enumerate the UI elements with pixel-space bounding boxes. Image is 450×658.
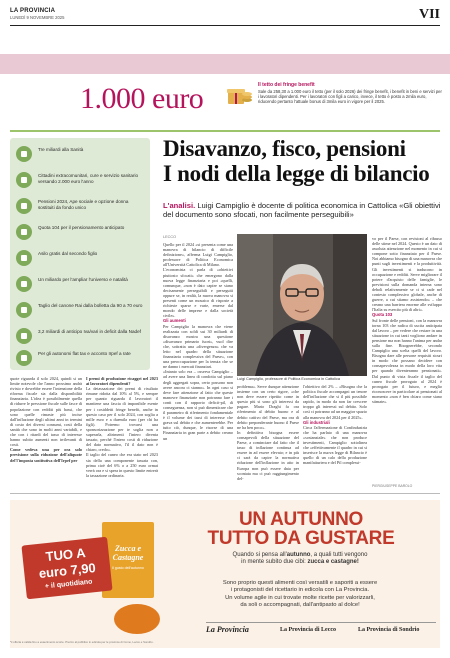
sidebar-item-asilo [16, 248, 146, 270]
family-icon [16, 276, 32, 292]
sidebar-item-text: 3,2 miliardi di anticipo Iva/vari in deficit dalla Nadef [38, 329, 141, 334]
portrait-photo [237, 234, 367, 376]
sidebar-item-text: Pensioni 2024, Ape sociale e opzione donna sostituiti da fondo unico [38, 199, 129, 210]
standfirst-text: Luigi Campiglio è docente di politica economica in Cattolica «Gli obiettivi del documento sono sfocati, non facilmente perseguibili» [163, 201, 441, 220]
book-title: Zucca e Castagne [112, 544, 144, 562]
pumpkin-icon [114, 604, 160, 634]
price-amount: euro 7,90 [38, 560, 97, 581]
paragraph: quote riguarda il solo 2024, quindi si un limite notevole che l'anno prossimo andrà rivisto e dovrebbe essere l'intenzione della riforma fiscale sia dalla disponibilità finanziaria. L'idea è possibilmente quella di ridurre le pressione fiscale sulle fasce di popolazione con redditi più bassi, che sono quelle rimaste più incise dall'inflazione degli ultimi anni in termini di costo dei diversi consumi, costi della sanità che sono in molti anni variabili, e che con i ritardi del tasso di interesse hanno subito aumenti non irrilevanti di costi. [10, 376, 82, 448]
article-column-3 [303, 384, 367, 491]
tax-icon [16, 350, 32, 366]
sidebar-item-text: Taglio del canone Rai dalla bolletta da 90 a 70 euro [38, 303, 143, 308]
sidebar-item-anticipo [16, 326, 146, 348]
advert-body [160, 580, 440, 610]
fringe-benefit-text: Sale da 258,30 a 1.000 euro il tetto (per il solo 2026) dei fringe benefit, i benefit in beni e servizi per i lavoratori dipendenti. Per i lavoratori con figli a carico, invece, il tetto è posto a 2mila euro, riducendo pertanto l'attuale bonus di 3mila euro in vigore per il 2025. [258, 89, 442, 105]
sidebar-item-text: Un miliardo per l'ampliar l'universo e natalità [38, 277, 128, 282]
section-divider [10, 130, 440, 132]
newspaper-brand: LA PROVINCIA [10, 8, 56, 14]
fringe-benefit-title: Il tetto dei fringe benefit [258, 82, 315, 88]
article-column-5 [10, 376, 82, 491]
gift-coins-icon [224, 80, 254, 110]
advert-title-line-2: TUTTO DA GUSTARE [207, 528, 395, 549]
baby-icon [16, 250, 32, 266]
sidebar-item-text: Tre miliardi alla Sanità [38, 147, 84, 152]
paragraph: Per Campiglio la manovra che viene realizzata con soldi sui 30 miliardi di disavanzo mostra una questione «disavanzo primario fuori», vuol dire che, sottratta una «divergenza» che va letto nel quadro della situazione finanziaria complessiva del Paese», con una preoccupazione per la tenuta che se ne danno i mercati finanziari. [163, 323, 233, 370]
section-band [0, 54, 450, 74]
advert-title [166, 510, 436, 548]
cityscape-icon [16, 172, 32, 188]
page-number: VII [418, 7, 440, 22]
article-headline [163, 136, 443, 186]
paragraph: Il taglio del cuneo che era stato nel 2023 sia della una componente tassata con, prima cioè del 6% o a 250 euro ormai verrà ora e si spera in questo limite entrerà la tassazione ordinaria. [86, 452, 158, 478]
standfirst-label: L'analisi. [163, 201, 196, 210]
sidebar-item-pensioni [16, 196, 146, 218]
headline-line-1: Disavanzo, fisco, pensioni [163, 136, 406, 161]
headline-line-2: I nodi della legge di bilancio [163, 161, 430, 186]
subheading-premi: I premi di produzione ricaggri nel 2023 ai lavoratori dipendenti? [86, 376, 158, 387]
paragraph: Come vedeva una per ora solo previsione sulla riduzione dell'aliquote del'l'imposta sostitutiva dell'Irpef per [10, 447, 82, 463]
author-signature: PIERGIUSEPPE BAROLO [372, 484, 413, 488]
scales-icon [16, 302, 32, 318]
paragraph: Circa l'affermazione di Confindustria che ha parlato di una manovra «sostanziale» che non produce investimenti, Campiglio sottolinea che «effettivamente il quadro in cui si inserisce la nuova legge di Bilancio è quello di un calo della produzione manifatturiera e del Pil complessi- [303, 424, 367, 466]
price-prefix: TUO A [44, 545, 87, 565]
sidebar-item-flat-tax [16, 348, 146, 370]
logo-la-provincia: La Provincia [206, 625, 249, 634]
sidebar-item-natalita [16, 274, 146, 296]
hospital-icon [16, 146, 32, 162]
euro-cut-icon [16, 328, 32, 344]
photo-caption: Luigi Campiglio, professore di Politica Economica in Cattolica [237, 377, 340, 381]
masthead-rule [10, 25, 440, 26]
advert-subtitle-bold: autunno [286, 552, 311, 558]
sidebar-item-canone-rai [16, 300, 146, 322]
advert-body-line: i protagonisti del ricettario in edicola con La Provincia. [230, 587, 370, 594]
advert-divider [10, 493, 440, 494]
subheading-industriali: Gli industriali [303, 419, 330, 425]
sidebar-item-text: Per gli autonomi flat tax e acconto Irpef a rate [38, 351, 131, 356]
advert-body-line: da soli o accompagnati, dall'antipasto al dolce! [240, 602, 360, 609]
subheading-aumenti: Gli aumenti [163, 318, 186, 324]
sidebar-item-quota104 [16, 222, 146, 244]
advert-subtitle-bold: zucca e castagne! [307, 559, 359, 566]
sidebar-item-extracomunitari [16, 170, 146, 192]
sidebar-item-text: Quota 104 per il pensionamento anticipato [38, 225, 125, 230]
pension-icon [16, 198, 32, 214]
issue-date: LUNEDÌ 9 NOVEMBRE 2025 [10, 15, 65, 20]
book-subtitle: Il gusto dell'autunno [112, 566, 144, 570]
article-standfirst [163, 201, 443, 219]
fringe-benefit-amount: 1.000 euro [80, 82, 204, 115]
paragraph: Sul fronte delle pensioni, con la manovra torna 103 che radica di uscita anticipata dal lavoro – per vedere che restare in una situazione in cui tanti vogliono andare in pensione ma non hanno l'anima per andar sulla fine. Bisognerebbe, secondo Campiglio una scelta quelli del lavoro. Bisogna dare alle persone requisiti sicuri in modo che possano decidere con consapevolezza in modo della loro vita per quando diventeranno pensionati». Dal punto di vista fiscale il taglio del cuneo fiscale prorogato al 2024 è prorogato per il futuro, e meglio riconoscere in particolare ai pensionati al momento «non è ben chiaro come siano stimate». [372, 317, 442, 404]
article-column-4 [372, 236, 442, 482]
advert-body-line: Sono proprio questi alimenti così versatili e saporiti a essere [222, 580, 378, 586]
article-column-6 [86, 376, 158, 491]
paragraph: In definitiva bisogna essere consapevoli della situazione del Paese, a cominciare dal fatto che il tasso di inflazione continua ad essere in ad essere elevato; e in più ci sarà da capire la normativa riduzione dell'inflazione in atto in Europa non può essere data per scontata ma ci può raggiungimento del- [237, 429, 299, 481]
publisher-logos [206, 622, 436, 636]
subheading-quota-103: Quota 103 [372, 312, 393, 318]
budget-measures-sidebar [10, 138, 150, 370]
percent-icon [16, 224, 32, 240]
paragraph: problema». Serve dunque attenzione insieme con un certo rigore, «che non deve essere ripetito come in questo più si sono gli interessi da pagare. Mario Draghi fa ora riferimento al debito buono e al debito cattivo del Paese, ma ora di debito preponderante buono il Paese ne ha ben poco». [237, 384, 299, 430]
advert-footnote: *L'offerta è valida fino a esaurimento scorte. Prezzo al pubblico in edicola per le province di Como, Lecco e Sondrio. [10, 640, 154, 644]
advert-subtitle [160, 552, 440, 567]
price-badge [21, 537, 112, 600]
logo-la-provincia-sondrio: La Provincia di Sondrio [358, 627, 420, 633]
advert-subtitle-part: Quando si pensa all' [232, 552, 287, 558]
paragraph: «Intanto solo era – osserva Campiglio – ad avere una linea di condotta sul piano degli aggregati sopra, certo possono non avere ancora ci stanno». In ogni caso si deve fare attenzione al fatto che queste manovre finanziarie non potranno fare i conti con il rapporto deficit-pil, di conseguenza, non sì può dimenticare che il parametro di riferimento fondamentale è il volume dei tassi di interesse che grava sul debito e che aumenterebbe. Per tutto ciò, dunque, le risorse di una Finanziaria in gran parte a debito creano un [163, 369, 233, 441]
paragraph: vo per il Paese, con revisioni al ribasso delle stime nel 2024. Questo è un dato di assoluta attenzione nel momento in cui si compone sotto finanziato per il Paese. Noi abbiamo bisogno di una manovra che punti sugli investimenti e la produttività. Gli investimenti si traducono in occupazione e redditi. Serve migliorare il potere d'acquisto delle famiglie, le previsioni sulla domanda interna sono deboli relativamente se ci si cade nel contesto complessivo globale, anche di guerre, a cui stiamo assistendo» – che creano una barriera enorme alle sviluppo l'Italia su esercito più di altri». [372, 236, 442, 313]
logo-la-provincia-lecco: La Provincia di Lecco [280, 627, 337, 633]
advert-title-line-1: UN AUTUNNO [238, 509, 363, 530]
sidebar-item-text: Cittadini extracomunitari, cure e servizio sanitario versando 2.000 euro l'anno [38, 173, 139, 184]
article-byline: LECCO [163, 235, 177, 239]
advert-body-line: Un volume agile in cui trovate molte ricette per valorizzarli, [225, 594, 375, 601]
fringe-benefit-box [258, 82, 442, 122]
advert-subtitle-part: , a quali tutti vengono [310, 552, 368, 558]
paragraph: La detassazione dei premi di risultato rimane ridotta dal 10% al 5%, e sempre per quanto riguarda il lavoratori il mantiene una fascia di imponibile esente per i cosiddetti fringe benefit, anche in questo caso per il solo 2024, con soglia a mille euro e a duemila euro (per chi ha figli). Potremo trovarsi una sponsorizzazione per te soglia non a superarla, altrimenti l'intero diventa tassato, perché l'intero costi di riduzione del dato normativo, l'il il dato non è chiaro, credo». [86, 386, 158, 453]
sidebar-item-sanita [16, 144, 146, 166]
paragraph: L'economista ci parla di «obiettivi piuttosto sfocati» che emergono dalla nuova legge finanziaria e poi «quelli, comunque, «non è dato capire se siano decisamente perseguibili e perseguiti oppure se, in realtà, la nuova manovra si presenti come un mosaico di risposte a richieste sparse e varie, emerse dal mondo delle imprese e dalla società civile». [163, 267, 233, 319]
paragraph: Quello per il 2024 «si presenta come una manovra di bilancio di difficile definizione», afferma Luigi Campiglio, professore di Politica Economica all'Università Cattolica di Milano. [163, 242, 233, 268]
paragraph: l'obiettivo del 2% – «Bisogna che la politica fiscale accompagni un tenore dell'inflazione che si il più possibile rapido, in modo da non far crescere troppo gli interessi sul debito. Solo così ci potranno ad un maggior spazio alla manovra del 2024 per il 2025». [303, 384, 367, 420]
article-column-2 [237, 384, 299, 491]
article-column-1 [163, 242, 233, 491]
price-suffix: + il quotidiano [44, 578, 93, 591]
sidebar-item-text: Asilo gratis dal secondo figlio [38, 251, 98, 256]
advert-subtitle-part: in mente subito due cibi: [241, 559, 308, 566]
recipe-book-advert[interactable] [10, 500, 440, 648]
